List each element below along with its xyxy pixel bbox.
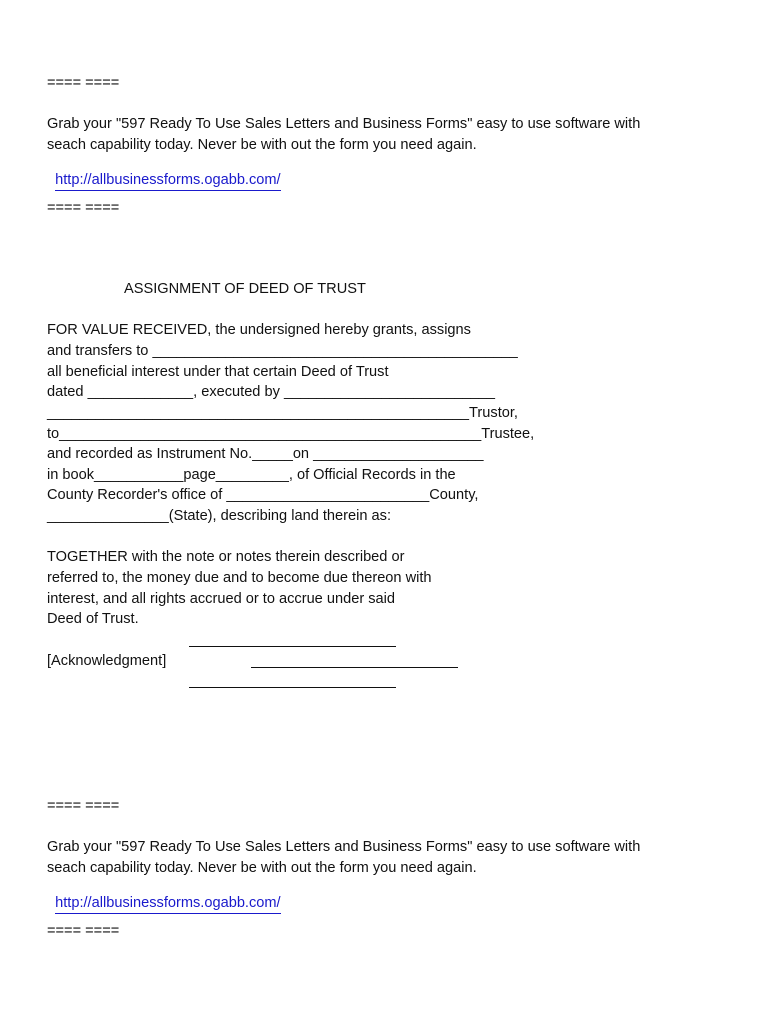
signature-line-1 [189, 646, 396, 647]
form-body-line: County Recorder's office of _________________________County, [47, 487, 479, 503]
footer-separator-bottom: ==== ==== [47, 923, 120, 939]
promo-text-line-1: Grab your "597 Ready To Use Sales Letters and Business Forms" easy to use software with [47, 116, 641, 132]
form-body-line: to____________________________________________________Trustee, [47, 426, 535, 442]
promo-link-container [47, 158, 281, 187]
separator-top: ==== ==== [47, 75, 120, 91]
together-line: TOGETHER with the note or notes therein described or [47, 549, 405, 565]
form-body-line: all beneficial interest under that certain Deed of Trust [47, 364, 389, 380]
separator-bottom: ==== ==== [47, 200, 120, 216]
acknowledgment-label: [Acknowledgment] [47, 653, 167, 669]
footer-separator-top: ==== ==== [47, 798, 120, 814]
together-line: interest, and all rights accrued or to accrue under said [47, 591, 396, 607]
footer-promo-text-line-2: seach capability today. Never be with out the form you need again. [47, 860, 477, 876]
together-line: referred to, the money due and to become due thereon with [47, 570, 432, 586]
signature-line-2 [251, 667, 458, 668]
together-line: Deed of Trust. [47, 611, 139, 627]
form-body-line: and recorded as Instrument No._____on _____________________ [47, 446, 484, 462]
form-body-line: dated _____________, executed by __________________________ [47, 384, 495, 400]
form-title: ASSIGNMENT OF DEED OF TRUST [124, 281, 366, 297]
form-body-line: ____________________________________________________Trustor, [47, 405, 518, 421]
form-body-line: FOR VALUE RECEIVED, the undersigned hereby grants, assigns [47, 322, 471, 338]
signature-line-3 [189, 687, 396, 688]
promo-text-line-2: seach capability today. Never be with out the form you need again. [47, 137, 477, 153]
form-body-line: in book___________page_________, of Official Records in the [47, 467, 456, 483]
footer-promo-link[interactable]: http://allbusinessforms.ogabb.com/ [55, 895, 281, 914]
form-body-line: and transfers to _____________________________________________ [47, 343, 518, 359]
footer-promo-link-container [47, 881, 281, 910]
form-body-line: _______________(State), describing land therein as: [47, 508, 392, 524]
promo-link[interactable]: http://allbusinessforms.ogabb.com/ [55, 172, 281, 191]
footer-promo-text-line-1: Grab your "597 Ready To Use Sales Letters and Business Forms" easy to use software with [47, 839, 641, 855]
